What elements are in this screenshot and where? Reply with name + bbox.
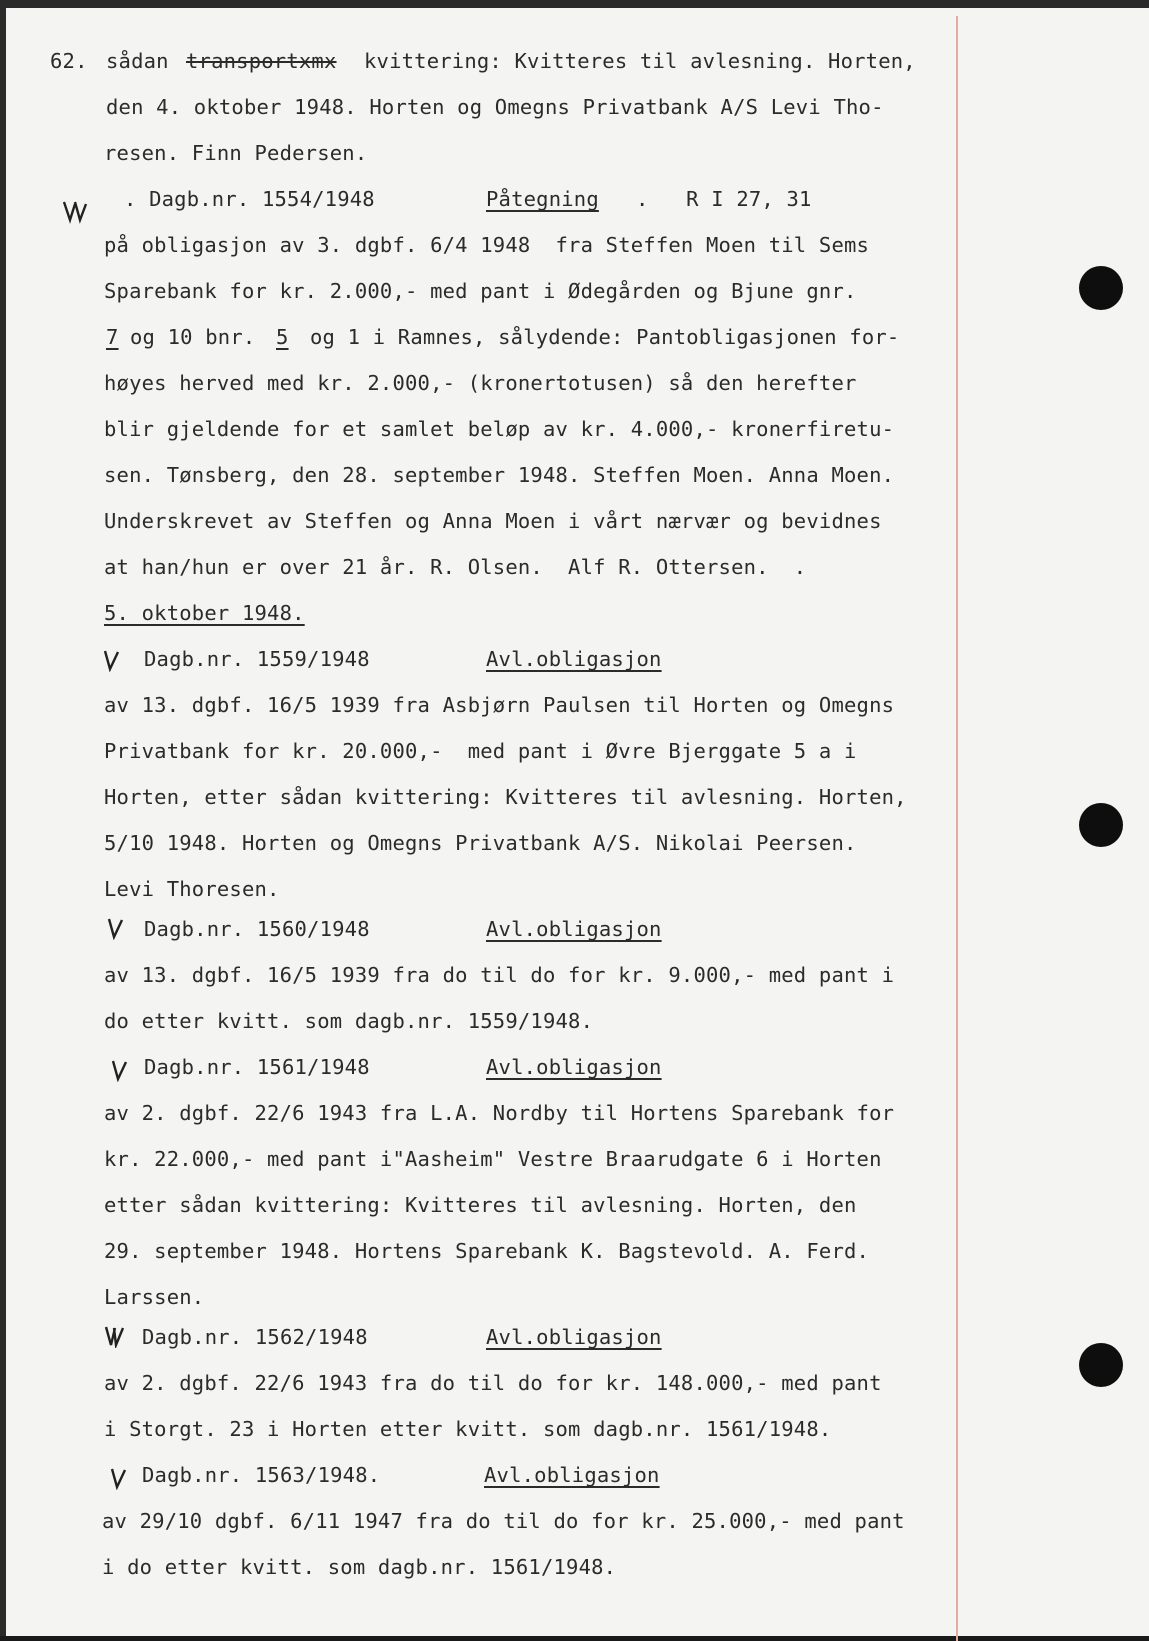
text-line: sådan (106, 49, 169, 73)
text-line: av 2. dgbf. 22/6 1943 fra L.A. Nordby til Hortens Sparebank for (104, 1101, 895, 1125)
text-line: etter sådan kvittering: Kvitteres til avlesning. Horten, den (104, 1193, 857, 1217)
text-line: av 13. dgbf. 16/5 1939 fra do til do for kr. 9.000,- med pant i (104, 963, 895, 987)
text-line: i do etter kvitt. som dagb.nr. 1561/1948. (102, 1555, 617, 1579)
entry-number: Dagb.nr. 1561/1948 (144, 1055, 370, 1079)
text-line: av 2. dgbf. 22/6 1943 fra do til do for kr. 148.000,- med pant (104, 1371, 882, 1395)
text-line: Underskrevet av Steffen og Anna Moen i vårt nærvær og bevidnes (104, 509, 882, 533)
check-mark (110, 1058, 128, 1082)
check-mark (61, 198, 89, 224)
text-line: og 1 i Ramnes, sålydende: Pantobligasjonen for- (310, 325, 900, 349)
text-line: 5/10 1948. Horten og Omegns Privatbank A/S. Nikolai Peersen. (104, 831, 857, 855)
entry-number: Dagb.nr. 1562/1948 (142, 1325, 368, 1349)
entry-title: Avl.obligasjon (486, 917, 662, 941)
text-line: Sparebank for kr. 2.000,- med pant i Ødegården og Bjune gnr. (104, 279, 857, 303)
check-mark (103, 1324, 127, 1348)
text-line: 29. september 1948. Hortens Sparebank K. Bagstevold. A. Ferd. (104, 1239, 870, 1263)
text-line: at han/hun er over 21 år. R. Olsen. Alf R. Ottersen. . (104, 555, 807, 579)
entry-number: Dagb.nr. 1563/1948. (142, 1463, 381, 1487)
text-line: og 10 bnr. (130, 325, 256, 349)
text-line: i Storgt. 23 i Horten etter kvitt. som dagb.nr. 1561/1948. (104, 1417, 832, 1441)
punch-hole (1079, 266, 1123, 310)
text-line: resen. Finn Pedersen. (104, 141, 368, 165)
text-line: Privatbank for kr. 20.000,- med pant i Øvre Bjerggate 5 a i (104, 739, 857, 763)
entry-number: Dagb.nr. 1559/1948 (144, 647, 370, 671)
text-line: Levi Thoresen. (104, 877, 280, 901)
check-mark (109, 1466, 127, 1490)
date-heading: 5. oktober 1948. (104, 601, 305, 625)
text-line: høyes herved med kr. 2.000,- (kronertotusen) så den herefter (104, 371, 857, 395)
entry-title: Avl.obligasjon (484, 1463, 660, 1487)
text-line: Larssen. (104, 1285, 205, 1309)
check-mark (102, 648, 120, 672)
text-line: Horten, etter sådan kvittering: Kvitteres til avlesning. Horten, (104, 785, 907, 809)
text-line: den 4. oktober 1948. Horten og Omegns Privatbank A/S Levi Tho- (106, 95, 884, 119)
text-line: på obligasjon av 3. dgbf. 6/4 1948 fra Steffen Moen til Sems (104, 233, 870, 257)
underlined-number: 7 (106, 325, 119, 349)
entry-title: Avl.obligasjon (486, 1325, 662, 1349)
entry-number: Dagb.nr. 1560/1948 (144, 917, 370, 941)
text-line: av 29/10 dgbf. 6/11 1947 fra do til do for kr. 25.000,- med pant (102, 1509, 905, 1533)
margin-rule (956, 16, 958, 1641)
entry-title: Avl.obligasjon (486, 647, 662, 671)
struck-text: transportxmx (186, 49, 337, 73)
underlined-number: 5 (276, 325, 289, 349)
text-line: av 13. dgbf. 16/5 1939 fra Asbjørn Paulsen til Horten og Omegns (104, 693, 895, 717)
punch-hole (1079, 803, 1123, 847)
text-line: blir gjeldende for et samlet beløp av kr. 4.000,- kronerfiretu- (104, 417, 895, 441)
text-line: kvittering: Kvitteres til avlesning. Horten, (364, 49, 916, 73)
punch-hole (1079, 1343, 1123, 1387)
check-mark (106, 916, 124, 940)
entry-number: . Dagb.nr. 1554/1948 (124, 187, 375, 211)
text-line: do etter kvitt. som dagb.nr. 1559/1948. (104, 1009, 594, 1033)
entry-title: Påtegning (486, 187, 599, 211)
text-line: sen. Tønsberg, den 28. september 1948. Steffen Moen. Anna Moen. (104, 463, 895, 487)
page-number: 62. (50, 49, 88, 73)
entry-reference: . R I 27, 31 (636, 187, 812, 211)
text-line: kr. 22.000,- med pant i"Aasheim" Vestre Braarudgate 6 i Horten (104, 1147, 882, 1171)
entry-title: Avl.obligasjon (486, 1055, 662, 1079)
